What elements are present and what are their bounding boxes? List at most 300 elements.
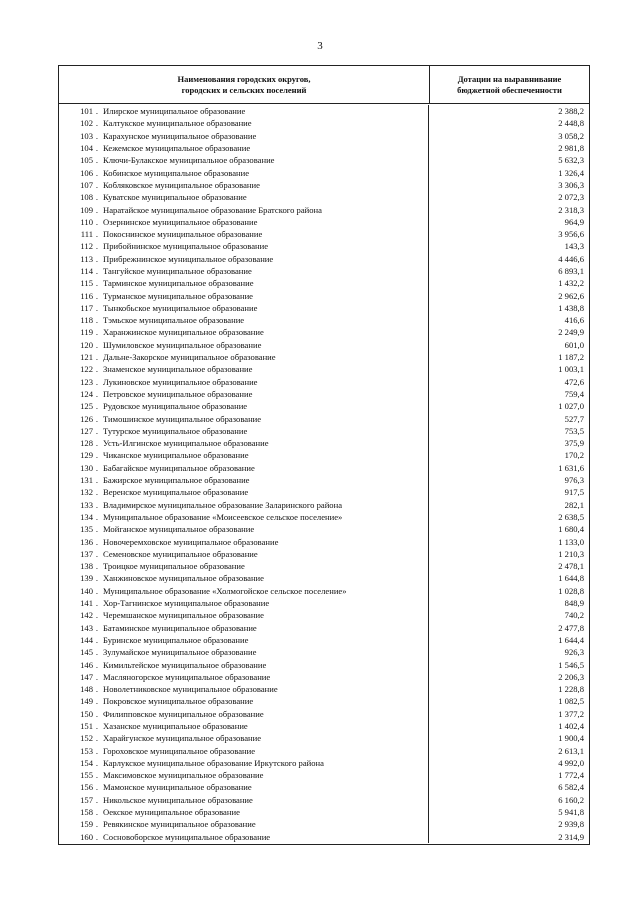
row-name: Тэмьское муниципальное образование	[103, 315, 245, 326]
row-number: 128	[80, 438, 93, 449]
row-number: 115	[80, 278, 93, 289]
row-name: Бажирское муниципальное образование	[103, 475, 250, 486]
row-name-cell	[59, 597, 429, 609]
row-name-cell	[59, 548, 429, 560]
row-number-dot: .	[95, 216, 99, 227]
row-number: 119	[80, 327, 93, 338]
row-name-cell	[59, 831, 429, 843]
row-number: 143	[80, 622, 93, 633]
row-name-cell	[59, 166, 429, 178]
row-value: 1 680,4	[558, 524, 584, 535]
row-value: 1 631,6	[558, 462, 584, 473]
table-row	[59, 769, 589, 781]
row-number: 107	[80, 179, 93, 190]
table-row	[59, 794, 589, 806]
page-number: 3	[317, 40, 323, 52]
row-name-cell	[59, 265, 429, 277]
row-number-dot: .	[95, 118, 99, 129]
row-number: 104	[80, 143, 93, 154]
table-row	[59, 695, 589, 707]
row-number-dot: .	[95, 536, 99, 547]
row-number-dot: .	[95, 143, 99, 154]
header-name-column: Наименования городских округов, городских и сельских поселений	[59, 66, 430, 103]
row-number: 110	[80, 216, 93, 227]
row-number: 129	[80, 450, 93, 461]
row-name-cell	[59, 708, 429, 720]
table-row	[59, 658, 589, 670]
row-value: 2 314,9	[558, 831, 584, 842]
row-value: 5 941,8	[558, 807, 584, 818]
table-row	[59, 425, 589, 437]
row-number: 131	[80, 475, 93, 486]
table-row	[59, 634, 589, 646]
row-name: Мамонское муниципальное образование	[103, 782, 252, 793]
row-name-cell	[59, 179, 429, 191]
row-name-cell	[59, 523, 429, 535]
row-name-cell	[59, 671, 429, 683]
table-header	[59, 66, 589, 104]
table-row	[59, 363, 589, 375]
row-name-cell	[59, 326, 429, 338]
row-number-dot: .	[95, 782, 99, 793]
row-number: 158	[80, 807, 93, 818]
row-number: 159	[80, 819, 93, 830]
row-number: 121	[80, 352, 93, 363]
row-number: 157	[80, 794, 93, 805]
row-name: Шумиловское муниципальное образование	[103, 339, 262, 350]
row-name: Турманское муниципальное образование	[103, 290, 253, 301]
row-value: 170,2	[564, 450, 584, 461]
row-number-dot: .	[95, 130, 99, 141]
row-number-dot: .	[95, 278, 99, 289]
row-name-cell	[59, 105, 429, 117]
table-row	[59, 154, 589, 166]
row-number: 140	[80, 585, 93, 596]
table-row	[59, 585, 589, 597]
row-number-dot: .	[95, 266, 99, 276]
row-name: Ревякинское муниципальное образование	[103, 819, 256, 830]
row-value: 6 582,4	[558, 782, 584, 793]
row-name: Зулумайское муниципальное образование	[103, 647, 257, 658]
row-number: 135	[80, 524, 93, 535]
table-row	[59, 683, 589, 695]
table-row	[59, 449, 589, 461]
table-row	[59, 462, 589, 474]
row-value: 1 133,0	[558, 536, 584, 547]
row-value: 926,3	[564, 647, 584, 658]
row-name-cell	[59, 474, 429, 486]
table-row	[59, 326, 589, 338]
table-row	[59, 572, 589, 584]
table-row	[59, 560, 589, 572]
table-row	[59, 757, 589, 769]
table-row	[59, 265, 589, 277]
row-value: 1 187,2	[558, 352, 584, 363]
row-number: 133	[80, 499, 93, 510]
row-name-cell	[59, 462, 429, 474]
row-name: Веренское муниципальное образование	[103, 487, 249, 498]
table-row	[59, 130, 589, 142]
row-number-dot: .	[95, 757, 99, 768]
row-name-cell	[59, 314, 429, 326]
row-name: Прибойнинское муниципальное образование	[103, 241, 269, 252]
row-number-dot: .	[95, 462, 99, 473]
row-name: Карлукское муниципальное образование Иркутского района	[103, 757, 324, 768]
table-row	[59, 339, 589, 351]
row-value: 1 027,0	[558, 401, 584, 412]
row-number-dot: .	[95, 696, 99, 707]
row-value: 1 438,8	[558, 302, 584, 313]
row-number: 109	[80, 204, 93, 215]
row-name: Филипповское муниципальное образование	[103, 708, 264, 719]
row-name-cell	[59, 634, 429, 646]
row-value: 1 402,4	[558, 720, 584, 731]
row-number-dot: .	[95, 511, 99, 522]
row-value: 375,9	[564, 438, 584, 449]
row-name-cell	[59, 511, 429, 523]
row-name: Бабагайское муниципальное образование	[103, 462, 255, 473]
row-name: Кимильтейское муниципальное образование	[103, 659, 267, 670]
row-value: 753,5	[564, 425, 584, 436]
row-name-cell	[59, 228, 429, 240]
row-number-dot: .	[95, 475, 99, 486]
row-name: Тарминское муниципальное образование	[103, 278, 254, 289]
row-name-cell	[59, 302, 429, 314]
row-name-cell	[59, 412, 429, 424]
row-number-dot: .	[95, 401, 99, 412]
table-row	[59, 535, 589, 547]
row-value: 848,9	[564, 598, 584, 609]
row-name-cell	[59, 363, 429, 375]
table-row	[59, 240, 589, 252]
table-row	[59, 142, 589, 154]
row-name-cell	[59, 621, 429, 633]
table-row	[59, 388, 589, 400]
row-value: 2 206,3	[558, 671, 584, 682]
row-name: Максимовское муниципальное образование	[103, 770, 264, 781]
row-value: 2 478,1	[558, 561, 584, 572]
table-row	[59, 708, 589, 720]
row-name: Знаменское муниципальное образование	[103, 364, 253, 375]
row-number: 130	[80, 462, 93, 473]
row-name: Тынкобьское муниципальное образование	[103, 302, 258, 313]
row-name-cell	[59, 585, 429, 597]
row-name: Буринское муниципальное образование	[103, 634, 249, 645]
row-number-dot: .	[95, 229, 99, 240]
row-name-cell	[59, 351, 429, 363]
row-name-cell	[59, 806, 429, 818]
row-value: 2 939,8	[558, 819, 584, 830]
row-name-cell	[59, 191, 429, 203]
row-name-cell	[59, 499, 429, 511]
row-number: 123	[80, 376, 93, 387]
row-name: Муниципальное образование «Холмогойское сельское поселение»	[103, 585, 347, 596]
row-name: Кобинское муниципальное образование	[103, 167, 250, 178]
row-value: 3 306,3	[558, 179, 584, 190]
row-number-dot: .	[95, 807, 99, 818]
table-row	[59, 646, 589, 658]
row-name-cell	[59, 794, 429, 806]
table-row	[59, 621, 589, 633]
row-name-cell	[59, 695, 429, 707]
row-value: 2 072,3	[558, 192, 584, 203]
row-value: 1 772,4	[558, 770, 584, 781]
row-name: Тангуйское муниципальное образование	[103, 266, 252, 276]
table-row	[59, 486, 589, 498]
table-row	[59, 781, 589, 793]
row-name-cell	[59, 130, 429, 142]
row-number: 149	[80, 696, 93, 707]
row-value: 1 028,8	[558, 585, 584, 596]
row-name-cell	[59, 240, 429, 252]
row-name-cell	[59, 253, 429, 265]
subsidy-table	[58, 65, 590, 845]
row-name: Калтукское муниципальное образование	[103, 118, 252, 129]
row-name-cell	[59, 732, 429, 744]
row-number: 137	[80, 548, 93, 559]
row-name-cell	[59, 658, 429, 670]
row-value: 1 326,4	[558, 167, 584, 178]
row-number-dot: .	[95, 106, 99, 117]
row-name: Оекское муниципальное образование	[103, 807, 240, 818]
row-name: Илирское муниципальное образование	[103, 106, 246, 117]
row-name-cell	[59, 154, 429, 166]
row-number-dot: .	[95, 155, 99, 166]
row-name-cell	[59, 757, 429, 769]
table-row	[59, 253, 589, 265]
table-row	[59, 314, 589, 326]
row-number: 160	[80, 831, 93, 842]
row-name: Ханжиновское муниципальное образование	[103, 573, 264, 584]
row-number: 156	[80, 782, 93, 793]
table-row	[59, 302, 589, 314]
row-name: Масляногорское муниципальное образование	[103, 671, 271, 682]
row-value: 2 981,8	[558, 143, 584, 154]
row-number-dot: .	[95, 179, 99, 190]
row-name-cell	[59, 535, 429, 547]
row-name-cell	[59, 388, 429, 400]
row-number-dot: .	[95, 290, 99, 301]
row-name: Хор-Тагнинское муниципальное образование	[103, 598, 270, 609]
row-value: 1 228,8	[558, 684, 584, 695]
row-name: Новолетниковское муниципальное образование	[103, 684, 278, 695]
row-value: 1 377,2	[558, 708, 584, 719]
table-row	[59, 216, 589, 228]
row-number: 117	[80, 302, 93, 313]
row-name-cell	[59, 339, 429, 351]
row-value: 5 632,3	[558, 155, 584, 166]
row-name: Чиканское муниципальное образование	[103, 450, 249, 461]
row-name: Ключи-Булакское муниципальное образование	[103, 155, 275, 166]
row-value: 917,5	[564, 487, 584, 498]
row-value: 4 992,0	[558, 757, 584, 768]
row-number: 116	[80, 290, 93, 301]
row-name: Муниципальное образование «Моисеевское сельское поселение»	[103, 511, 343, 522]
row-name: Никольское муниципальное образование	[103, 794, 253, 805]
table-row	[59, 831, 589, 843]
row-value: 2 318,3	[558, 204, 584, 215]
header-value-column: Дотации на выравнивание бюджетной обеспеченности	[457, 73, 562, 95]
row-number-dot: .	[95, 819, 99, 830]
row-number: 144	[80, 634, 93, 645]
row-number-dot: .	[95, 524, 99, 535]
row-name: Покровское муниципальное образование	[103, 696, 254, 707]
row-name-cell	[59, 142, 429, 154]
row-number: 118	[80, 315, 93, 326]
row-number: 154	[80, 757, 93, 768]
row-name: Новочеремховское муниципальное образование	[103, 536, 279, 547]
table-row	[59, 609, 589, 621]
row-value: 1 644,4	[558, 634, 584, 645]
row-number-dot: .	[95, 622, 99, 633]
row-name-cell	[59, 437, 429, 449]
row-number: 134	[80, 511, 93, 522]
row-name-cell	[59, 769, 429, 781]
row-number-dot: .	[95, 241, 99, 252]
row-number-dot: .	[95, 770, 99, 781]
row-number-dot: .	[95, 634, 99, 645]
row-number: 145	[80, 647, 93, 658]
row-number: 113	[80, 253, 93, 264]
row-number: 146	[80, 659, 93, 670]
table-row	[59, 277, 589, 289]
row-number: 150	[80, 708, 93, 719]
row-value: 416,6	[564, 315, 584, 326]
row-name: Батаминское муниципальное образование	[103, 622, 257, 633]
table-row	[59, 511, 589, 523]
row-number-dot: .	[95, 720, 99, 731]
row-name-cell	[59, 425, 429, 437]
row-number-dot: .	[95, 327, 99, 338]
row-name-cell	[59, 720, 429, 732]
row-number-dot: .	[95, 167, 99, 178]
row-number: 141	[80, 598, 93, 609]
row-name-cell	[59, 744, 429, 756]
row-value: 472,6	[564, 376, 584, 387]
row-number-dot: .	[95, 794, 99, 805]
row-name: Кежемское муниципальное образование	[103, 143, 251, 154]
row-number: 147	[80, 671, 93, 682]
row-name-cell	[59, 216, 429, 228]
row-number-dot: .	[95, 647, 99, 658]
row-number-dot: .	[95, 425, 99, 436]
row-name: Сосновоборское муниципальное образование	[103, 831, 271, 842]
row-value: 3 058,2	[558, 130, 584, 141]
table-row	[59, 412, 589, 424]
table-row	[59, 523, 589, 535]
row-number-dot: .	[95, 388, 99, 399]
row-number: 132	[80, 487, 93, 498]
table-row	[59, 671, 589, 683]
row-name: Троицкое муниципальное образование	[103, 561, 245, 572]
table-row	[59, 818, 589, 830]
table-row	[59, 474, 589, 486]
row-number: 108	[80, 192, 93, 203]
row-number: 139	[80, 573, 93, 584]
table-row	[59, 720, 589, 732]
row-number: 142	[80, 610, 93, 621]
row-number: 106	[80, 167, 93, 178]
row-name: Куватское муниципальное образование	[103, 192, 247, 203]
row-number: 152	[80, 733, 93, 744]
row-number-dot: .	[95, 253, 99, 264]
row-number-dot: .	[95, 573, 99, 584]
row-number-dot: .	[95, 659, 99, 670]
row-name: Озернинское муниципальное образование	[103, 216, 258, 227]
row-number: 120	[80, 339, 93, 350]
row-number-dot: .	[95, 487, 99, 498]
row-number-dot: .	[95, 708, 99, 719]
row-number-dot: .	[95, 499, 99, 510]
row-number-dot: .	[95, 610, 99, 621]
row-name-cell	[59, 486, 429, 498]
row-name-cell	[59, 572, 429, 584]
row-number: 148	[80, 684, 93, 695]
table-body	[59, 104, 589, 844]
row-name: Петровское муниципальное образование	[103, 388, 253, 399]
row-name-cell	[59, 203, 429, 215]
row-name-cell	[59, 560, 429, 572]
row-name: Владимирское муниципальное образование Заларинского района	[103, 499, 343, 510]
row-number: 155	[80, 770, 93, 781]
row-number-dot: .	[95, 450, 99, 461]
row-value: 740,2	[564, 610, 584, 621]
row-number-dot: .	[95, 302, 99, 313]
row-number-dot: .	[95, 831, 99, 842]
row-value: 282,1	[564, 499, 584, 510]
row-number: 105	[80, 155, 93, 166]
table-row	[59, 105, 589, 117]
row-value: 6 893,1	[558, 266, 584, 276]
table-row	[59, 806, 589, 818]
row-number-dot: .	[95, 364, 99, 375]
row-name-cell	[59, 400, 429, 412]
row-name: Мойганское муниципальное образование	[103, 524, 255, 535]
row-name: Харайгунское муниципальное образование	[103, 733, 262, 744]
row-number-dot: .	[95, 339, 99, 350]
row-value: 2 448,8	[558, 118, 584, 129]
table-row	[59, 351, 589, 363]
row-number-dot: .	[95, 598, 99, 609]
row-number: 151	[80, 720, 93, 731]
row-number: 103	[80, 130, 93, 141]
row-number-dot: .	[95, 352, 99, 363]
table-row	[59, 437, 589, 449]
row-name-cell	[59, 376, 429, 388]
table-row	[59, 732, 589, 744]
row-name-cell	[59, 781, 429, 793]
row-name: Черемшанское муниципальное образование	[103, 610, 264, 621]
row-value: 1 210,3	[558, 548, 584, 559]
table-row	[59, 179, 589, 191]
row-number: 124	[80, 388, 93, 399]
row-number: 138	[80, 561, 93, 572]
row-number-dot: .	[95, 733, 99, 744]
row-value: 2 638,5	[558, 511, 584, 522]
row-value: 759,4	[564, 388, 584, 399]
row-value: 976,3	[564, 475, 584, 486]
row-name: Покоснинское муниципальное образование	[103, 229, 263, 240]
table-row	[59, 289, 589, 301]
row-number: 127	[80, 425, 93, 436]
row-number-dot: .	[95, 192, 99, 203]
row-name: Тутурское муниципальное образование	[103, 425, 248, 436]
row-number-dot: .	[95, 548, 99, 559]
row-name: Тимошинское муниципальное образование	[103, 413, 262, 424]
row-number: 101	[80, 106, 93, 117]
row-number-dot: .	[95, 671, 99, 682]
row-name-cell	[59, 609, 429, 621]
